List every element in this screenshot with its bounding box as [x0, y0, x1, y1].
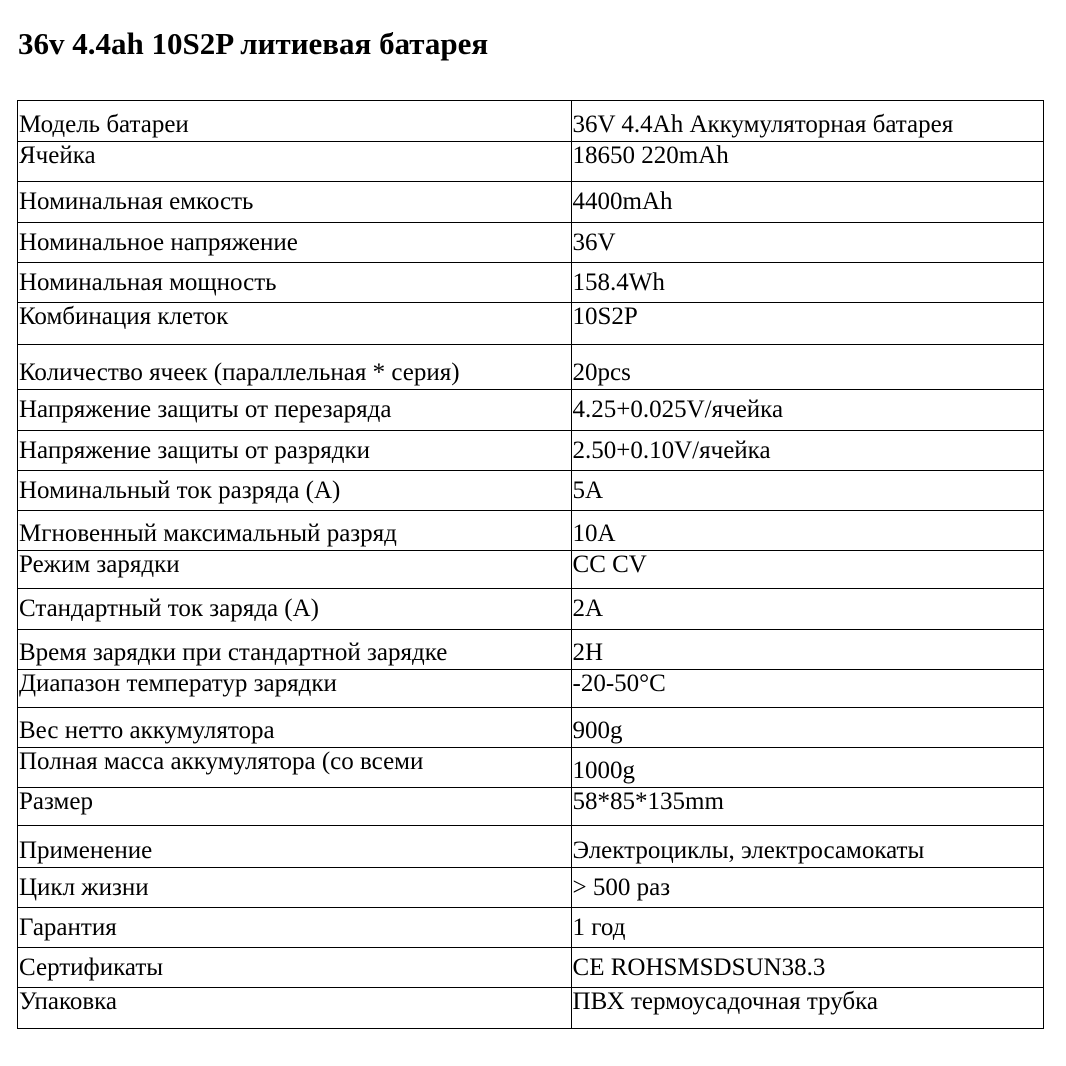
spec-value: 58*85*135mm: [571, 788, 1043, 826]
table-row: [18, 390, 1044, 431]
spec-label: Сертификаты: [18, 948, 572, 988]
spec-label: Применение: [18, 826, 572, 868]
spec-value: 900g: [571, 708, 1043, 748]
spec-label: Комбинация клеток: [18, 303, 572, 345]
spec-label: Диапазон температур зарядки: [18, 670, 572, 708]
table-row: [18, 988, 1044, 1029]
table-row: [18, 431, 1044, 471]
table-row: [18, 908, 1044, 948]
spec-value: 36V 4.4Ah Аккумуляторная батарея: [571, 101, 1043, 142]
spec-label: Напряжение защиты от перезаряда: [18, 390, 572, 431]
spec-label: Упаковка: [18, 988, 572, 1029]
spec-value: 18650 220mAh: [571, 142, 1043, 182]
spec-value: 1 год: [571, 908, 1043, 948]
spec-value: 36V: [571, 223, 1043, 263]
spec-label: Вес нетто аккумулятора: [18, 708, 572, 748]
table-row: [18, 263, 1044, 303]
table-row: [18, 948, 1044, 988]
spec-value: ПВХ термоусадочная трубка: [571, 988, 1043, 1029]
spec-label: Ячейка: [18, 142, 572, 182]
page-title: 36v 4.4ah 10S2P литиевая батарея: [18, 26, 489, 61]
table-row: [18, 345, 1044, 390]
spec-label: Мгновенный максимальный разряд: [18, 511, 572, 551]
spec-label: Цикл жизни: [18, 868, 572, 908]
spec-label: Размер: [18, 788, 572, 826]
table-row: [18, 303, 1044, 345]
spec-label: Номинальный ток разряда (A): [18, 471, 572, 511]
spec-value: 4400mAh: [571, 182, 1043, 223]
spec-value: CE ROHSMSDSUN38.3: [571, 948, 1043, 988]
table-row: [18, 826, 1044, 868]
spec-value: 5A: [571, 471, 1043, 511]
table-row: [18, 511, 1044, 551]
spec-label: Гарантия: [18, 908, 572, 948]
spec-value: 10A: [571, 511, 1043, 551]
spec-value: > 500 раз: [571, 868, 1043, 908]
table-row: [18, 182, 1044, 223]
table-row: [18, 101, 1044, 142]
spec-label: Модель батареи: [18, 101, 572, 142]
battery-spec-table: [17, 100, 1044, 1029]
spec-label: Режим зарядки: [18, 551, 572, 589]
spec-label: Напряжение защиты от разрядки: [18, 431, 572, 471]
spec-label: Номинальная мощность: [18, 263, 572, 303]
table-row: [18, 868, 1044, 908]
spec-value: 158.4Wh: [571, 263, 1043, 303]
spec-value: 2H: [571, 630, 1043, 670]
spec-label: Количество ячеек (параллельная * серия): [18, 345, 572, 390]
table-row: [18, 788, 1044, 826]
spec-label: Номинальная емкость: [18, 182, 572, 223]
table-row: [18, 670, 1044, 708]
table-row: [18, 223, 1044, 263]
spec-value: CC CV: [571, 551, 1043, 589]
spec-value: 2A: [571, 589, 1043, 630]
spec-value: -20-50°C: [571, 670, 1043, 708]
table-row: [18, 708, 1044, 748]
spec-label: Номинальное напряжение: [18, 223, 572, 263]
table-row: [18, 471, 1044, 511]
spec-label: Стандартный ток заряда (A): [18, 589, 572, 630]
table-row: [18, 630, 1044, 670]
spec-value: 20pcs: [571, 345, 1043, 390]
table-row: [18, 589, 1044, 630]
spec-label: Полная масса аккумулятора (со всеми: [18, 748, 572, 788]
spec-label: Время зарядки при стандартной зарядке: [18, 630, 572, 670]
table-row: [18, 748, 1044, 788]
spec-value: 4.25+0.025V/ячейка: [571, 390, 1043, 431]
spec-value: 1000g: [571, 748, 1043, 788]
table-row: [18, 551, 1044, 589]
spec-value: 10S2P: [571, 303, 1043, 345]
spec-value: Электроциклы, электросамокаты: [571, 826, 1043, 868]
table-row: [18, 142, 1044, 182]
spec-value: 2.50+0.10V/ячейка: [571, 431, 1043, 471]
